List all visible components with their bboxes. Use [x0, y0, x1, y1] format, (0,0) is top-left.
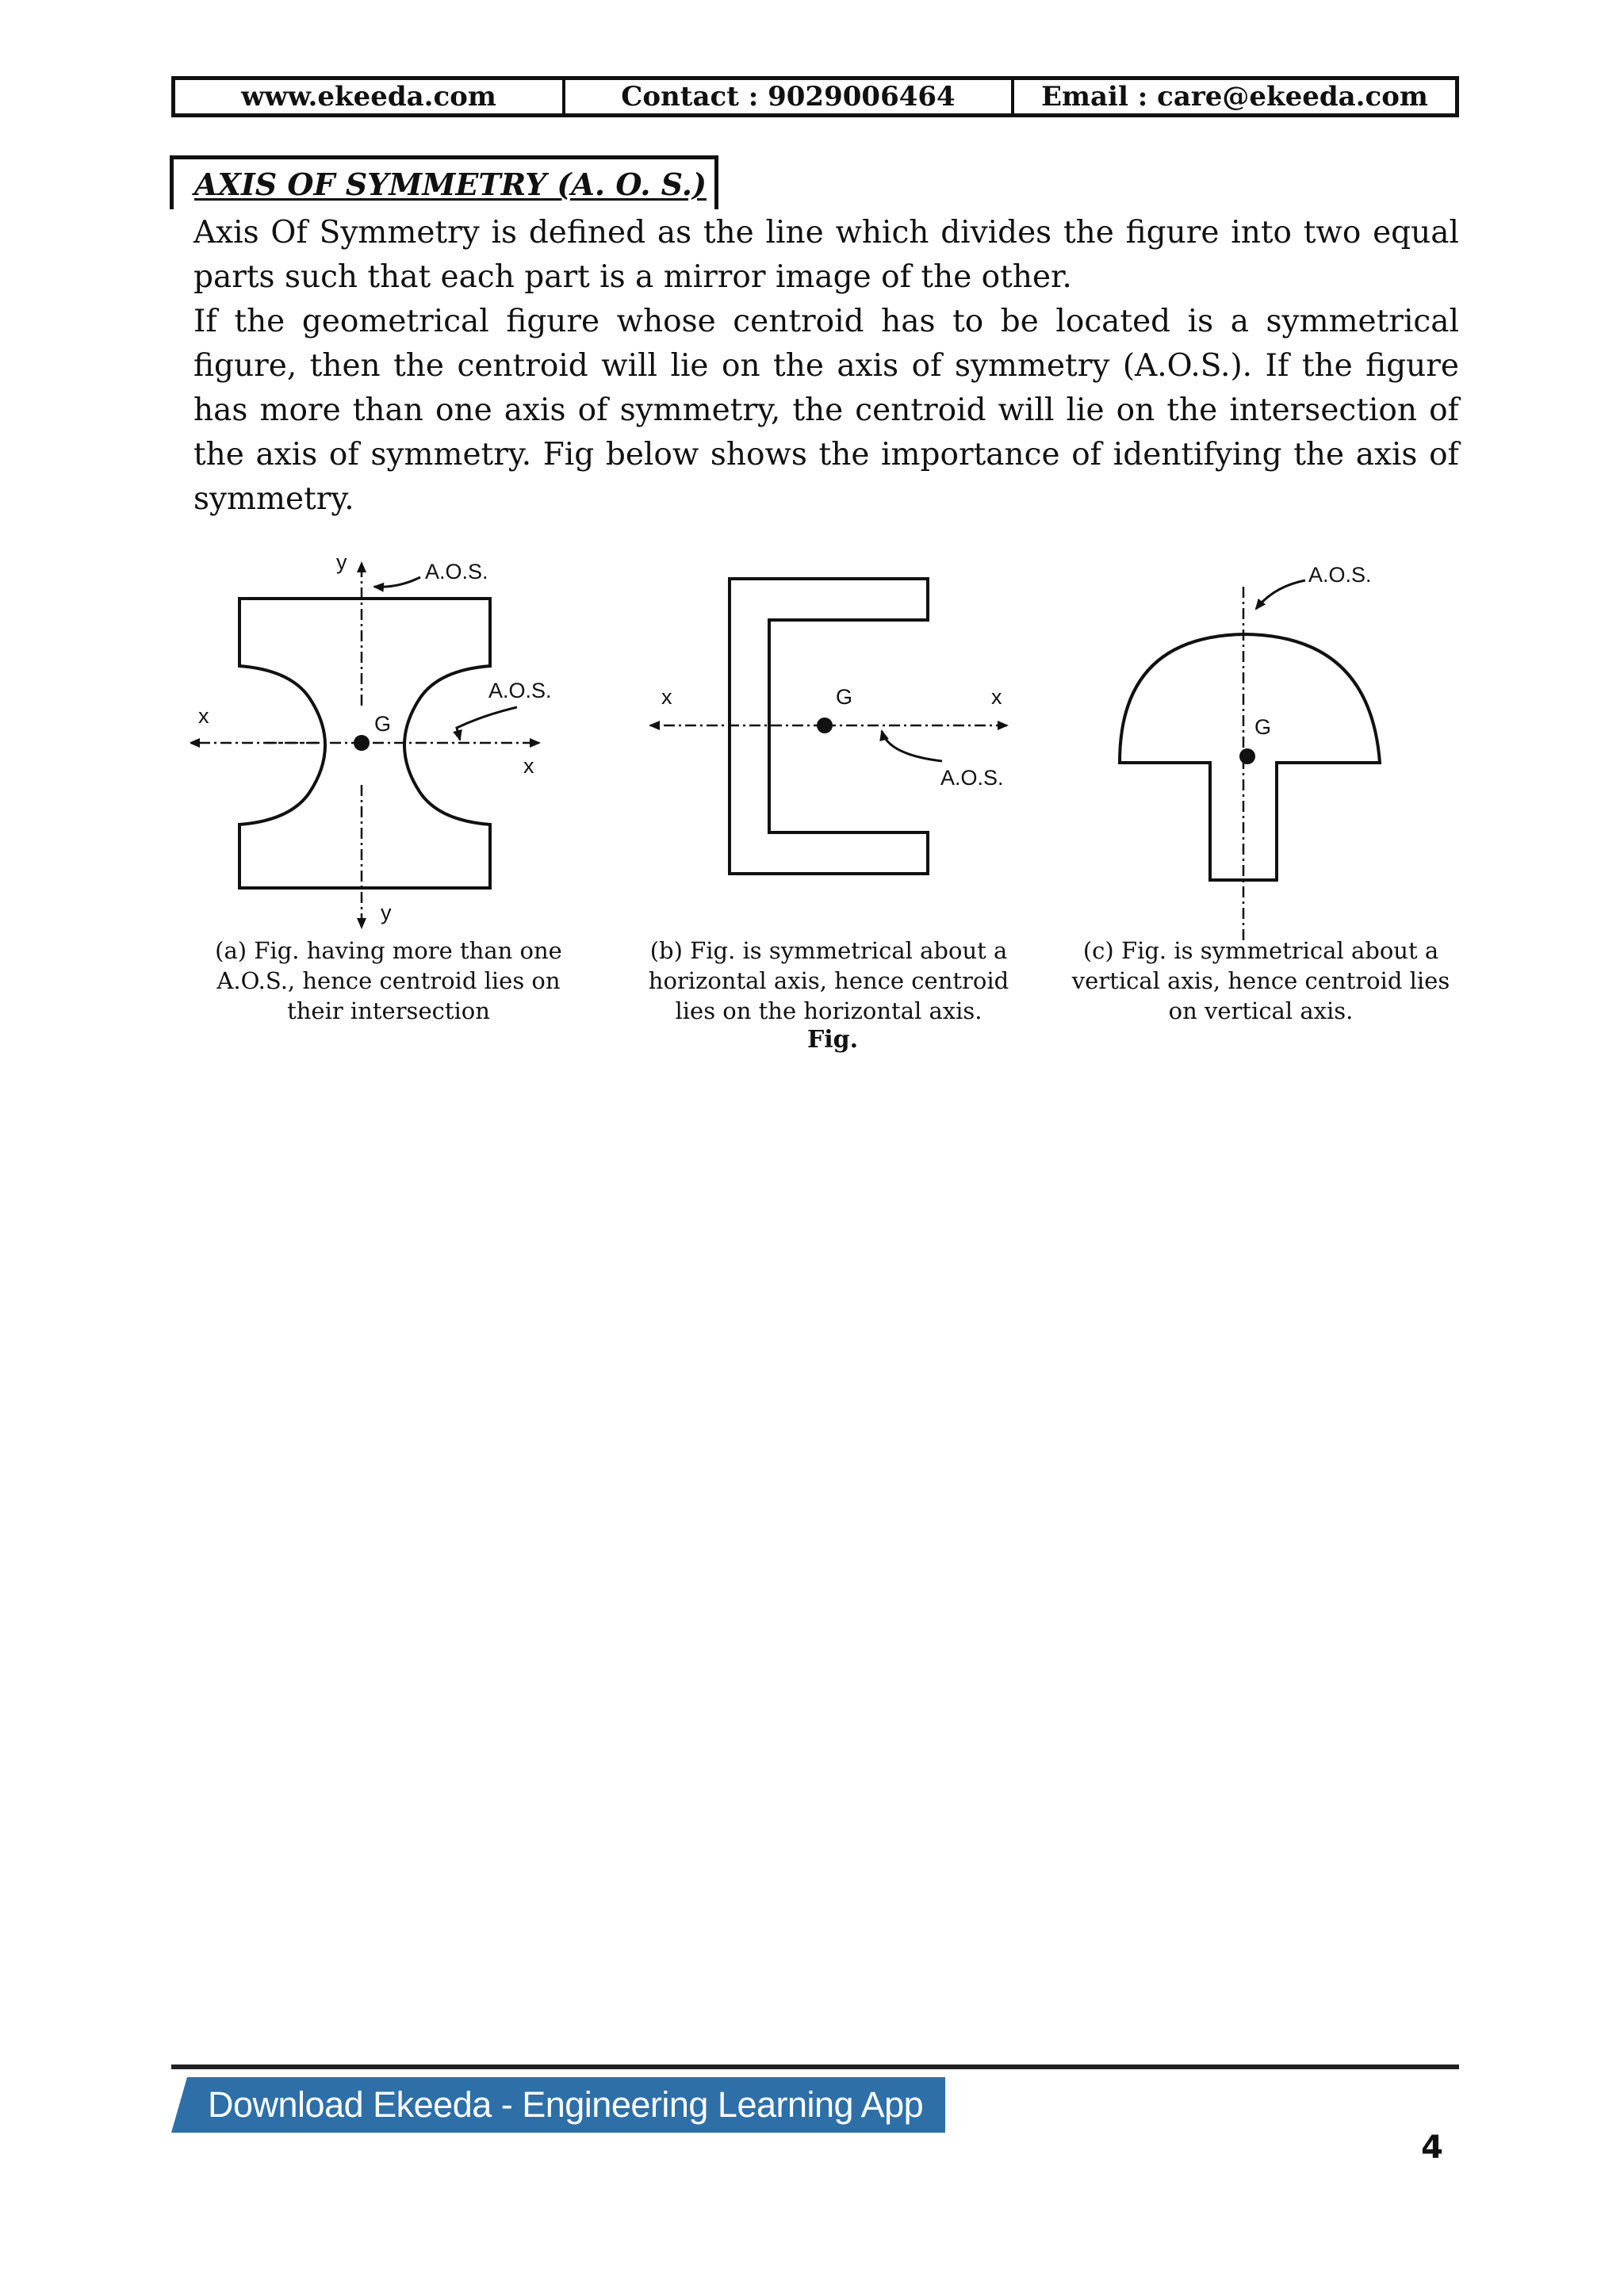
panel-a-label-y-top: y	[336, 550, 347, 574]
panel-c-centroid	[1239, 748, 1255, 764]
caption-panel-c: (c) Fig. is symmetrical about a vertical axis, hence centroid lies on vertical axis.	[1071, 937, 1450, 1024]
figure-label: Fig.	[806, 1026, 859, 1054]
footer-divider	[171, 2064, 1459, 2069]
panel-a-label-x-left: x	[198, 704, 209, 728]
panel-b-drawing	[650, 579, 1007, 874]
panel-a-label-y-bottom: y	[381, 901, 392, 924]
header-table	[171, 76, 1459, 117]
panel-c-drawing	[1120, 563, 1380, 943]
panel-a-drawing	[190, 550, 552, 928]
panel-a-label-aos-top: A.O.S.	[425, 560, 488, 584]
page-number: 4	[1421, 2130, 1443, 2166]
download-app-text: Download Ekeeda - Engineering Learning App	[208, 2084, 924, 2125]
panel-c-label-aos: A.O.S.	[1308, 563, 1372, 587]
panel-a-label-aos-right: A.O.S.	[488, 679, 552, 702]
download-app-banner[interactable]	[171, 2077, 945, 2133]
caption-panel-b: (b) Fig. is symmetrical about a horizontal axis, hence centroid lies on the horizontal axis.	[648, 937, 1009, 1024]
panel-a-label-x-right: x	[523, 754, 534, 778]
paragraph-definition: Axis Of Symmetry is defined as the line which divides the figure into two equal parts such that each part is a mirror image of the other.	[193, 215, 1459, 295]
paragraph-centroid: If the geometrical figure whose centroid has to be located is a symmetrical figure, then the centroid will lie on the axis of symmetry (A.O.S.). If the figure has more than one axis of symmetry, the centroid will lie on the intersection of the axis of symmetry. Fig below shows the importance of identifying the axis of symmetry.	[193, 304, 1459, 517]
panel-b-label-x-right: x	[991, 685, 1002, 709]
panel-b-label-aos: A.O.S.	[940, 766, 1004, 790]
panel-a-centroid	[354, 735, 370, 751]
caption-panel-a: (a) Fig. having more than one A.O.S., hence centroid lies on their intersection	[215, 937, 562, 1024]
header-contact: Contact : 9029006464	[565, 80, 1014, 113]
panel-b-label-g: G	[836, 685, 853, 709]
section-heading-box	[170, 155, 718, 209]
panel-c-label-g: G	[1254, 715, 1272, 739]
symmetry-figures	[190, 547, 1459, 1070]
panel-a-label-g: G	[374, 712, 392, 736]
panel-b-centroid	[817, 718, 833, 733]
section-heading: AXIS OF SYMMETRY (A. O. S.)	[194, 166, 707, 202]
header-website[interactable]: www.ekeeda.com	[175, 80, 565, 113]
header-email[interactable]: Email : care@ekeeda.com	[1041, 81, 1428, 113]
panel-b-label-x-left: x	[661, 685, 672, 709]
